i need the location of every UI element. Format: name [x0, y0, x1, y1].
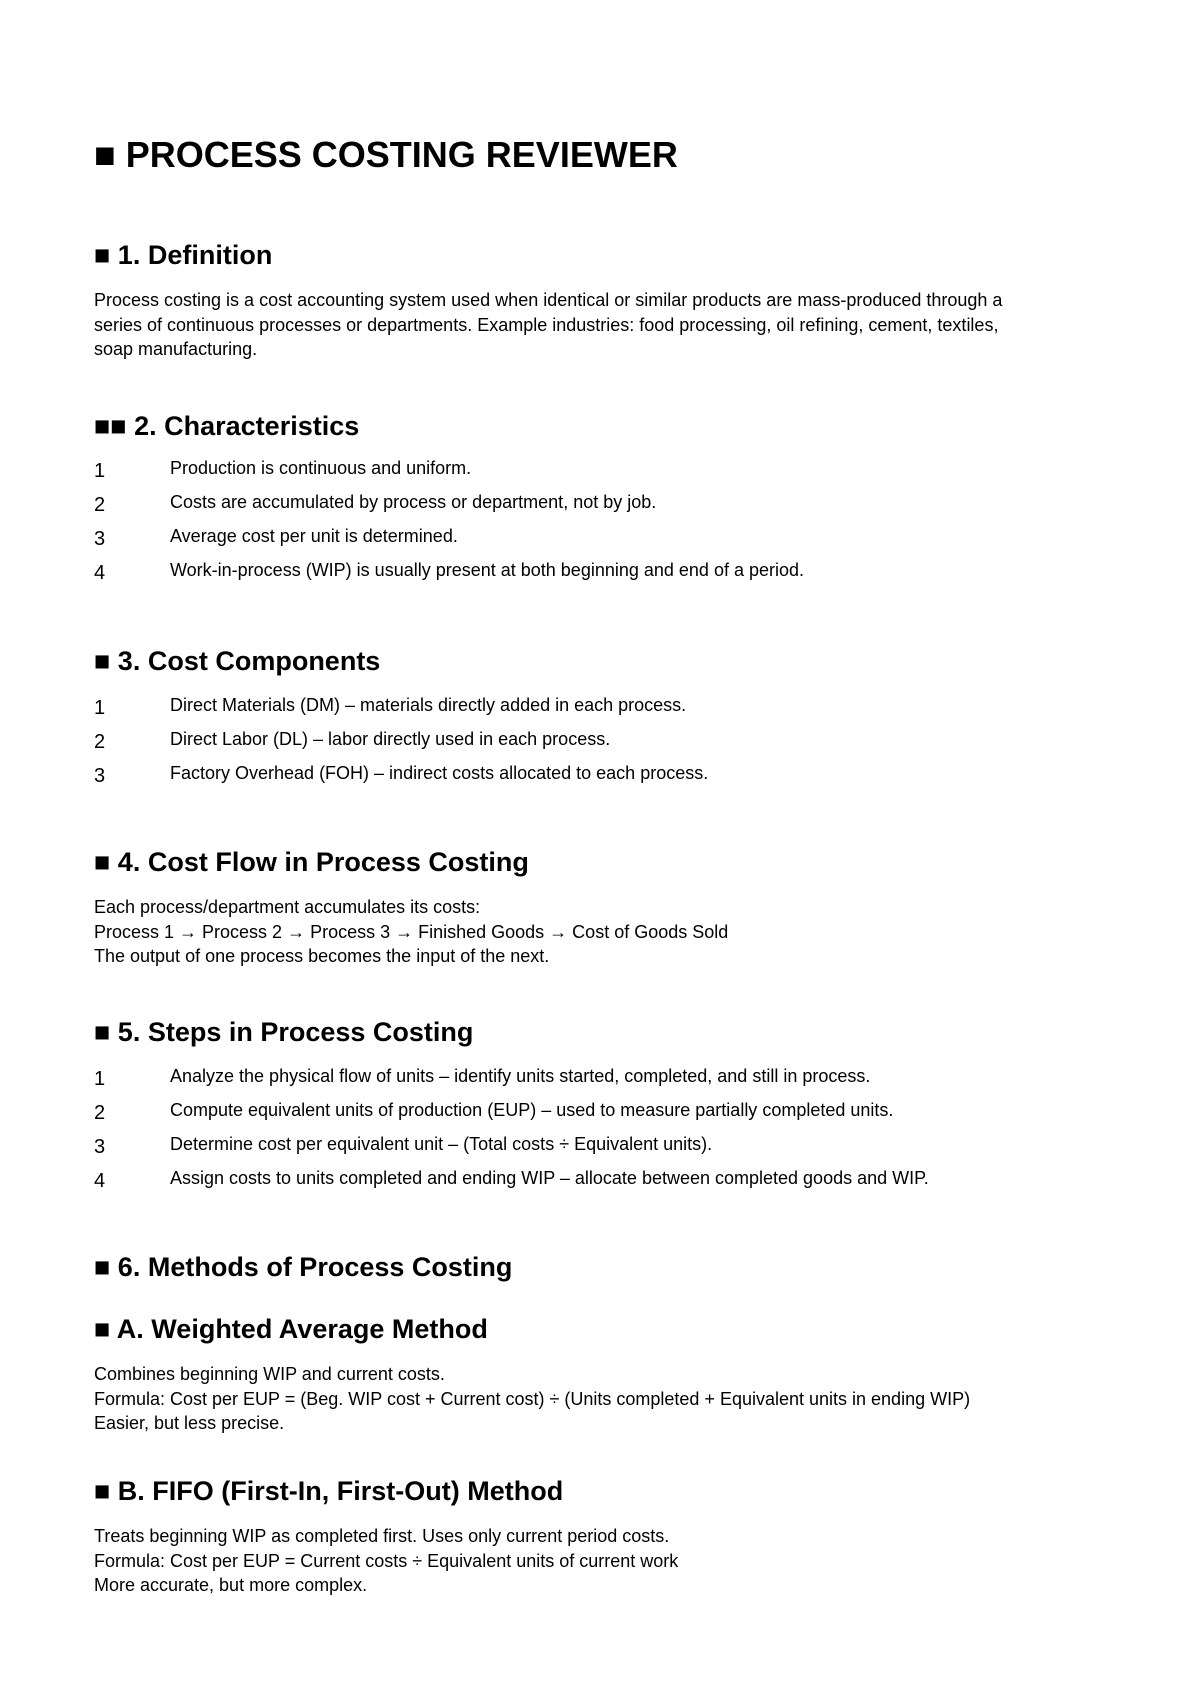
list-text: Work-in-process (WIP) is usually present at both beginning and end of a period.: [170, 560, 804, 580]
section-6-heading: ■ 6. Methods of Process Costing: [94, 1252, 513, 1282]
paragraph-line: Each process/department accumulates its costs:: [94, 897, 481, 917]
section-3-heading: ■ 3. Cost Components: [94, 646, 381, 676]
section-2-heading: ■■ 2. Characteristics: [94, 411, 360, 441]
list-text: Analyze the physical flow of units – identify units started, completed, and still in process.: [170, 1066, 871, 1086]
formula-line: Formula: Cost per EUP = Current costs ÷ Equivalent units of current work: [94, 1550, 679, 1571]
formula-line: Formula: Cost per EUP = (Beg. WIP cost + Current cost) ÷ (Units completed + Equivalent units in ending WIP): [94, 1388, 971, 1409]
list-item: [94, 695, 1134, 729]
list-item: [94, 560, 1134, 594]
list-text: Direct Materials (DM) – materials directly added in each process.: [170, 695, 687, 715]
list-number: 1: [94, 697, 106, 719]
section-1-heading: ■ 1. Definition: [94, 240, 273, 270]
list-text: Direct Labor (DL) – labor directly used in each process.: [170, 729, 611, 749]
list-text: Factory Overhead (FOH) – indirect costs allocated to each process.: [170, 763, 709, 783]
section-6a-heading: ■ A. Weighted Average Method: [94, 1314, 488, 1344]
list-number: 1: [94, 460, 106, 482]
paragraph-line: Process costing is a cost accounting system used when identical or similar products are mass-produced through a: [94, 290, 1003, 310]
paragraph-line: soap manufacturing.: [94, 339, 258, 359]
list-item: [94, 1134, 1134, 1168]
list-number: 3: [94, 528, 106, 550]
section-2-list: [94, 458, 1134, 594]
list-number: 1: [94, 1068, 106, 1090]
section-6a-paragraph: [94, 1362, 1134, 1436]
list-item: [94, 763, 1134, 797]
list-text: Determine cost per equivalent unit – (Total costs ÷ Equivalent units).: [170, 1134, 713, 1154]
list-item: [94, 526, 1134, 560]
list-item: [94, 1168, 1134, 1202]
paragraph-line: Treats beginning WIP as completed first. Uses only current period costs.: [94, 1526, 670, 1546]
list-item: [94, 1066, 1134, 1100]
page-title: ■ PROCESS COSTING REVIEWER: [94, 134, 678, 175]
list-number: 2: [94, 731, 106, 753]
list-text: Costs are accumulated by process or department, not by job.: [170, 492, 657, 512]
cost-flow-line: Process 1 → Process 2 → Process 3 → Finished Goods → Cost of Goods Sold: [94, 921, 729, 942]
list-number: 4: [94, 1170, 106, 1192]
list-text: Production is continuous and uniform.: [170, 458, 472, 478]
list-item: [94, 492, 1134, 526]
list-number: 2: [94, 494, 106, 516]
section-5-list: [94, 1066, 1134, 1202]
list-number: 3: [94, 765, 106, 787]
paragraph-line: Easier, but less precise.: [94, 1413, 285, 1433]
list-number: 3: [94, 1136, 106, 1158]
section-1-paragraph: [94, 288, 1134, 362]
list-item: [94, 458, 1134, 492]
section-6b-paragraph: [94, 1524, 1134, 1598]
paragraph-line: series of continuous processes or departments. Example industries: food processing, oil refining, cement, textiles,: [94, 314, 999, 335]
paragraph-line: Combines beginning WIP and current costs.: [94, 1364, 445, 1384]
list-number: 2: [94, 1102, 106, 1124]
section-4-heading: ■ 4. Cost Flow in Process Costing: [94, 847, 529, 877]
list-text: Assign costs to units completed and ending WIP – allocate between completed goods and WIP.: [170, 1168, 929, 1188]
paragraph-line: The output of one process becomes the input of the next.: [94, 946, 550, 966]
section-3-list: [94, 695, 1134, 797]
section-5-heading: ■ 5. Steps in Process Costing: [94, 1017, 474, 1047]
list-text: Compute equivalent units of production (EUP) – used to measure partially completed units.: [170, 1100, 894, 1120]
list-item: [94, 729, 1134, 763]
list-item: [94, 1100, 1134, 1134]
list-number: 4: [94, 562, 106, 584]
paragraph-line: More accurate, but more complex.: [94, 1575, 368, 1595]
section-4-paragraph: [94, 895, 1134, 969]
list-text: Average cost per unit is determined.: [170, 526, 458, 546]
section-6b-heading: ■ B. FIFO (First-In, First-Out) Method: [94, 1476, 564, 1506]
